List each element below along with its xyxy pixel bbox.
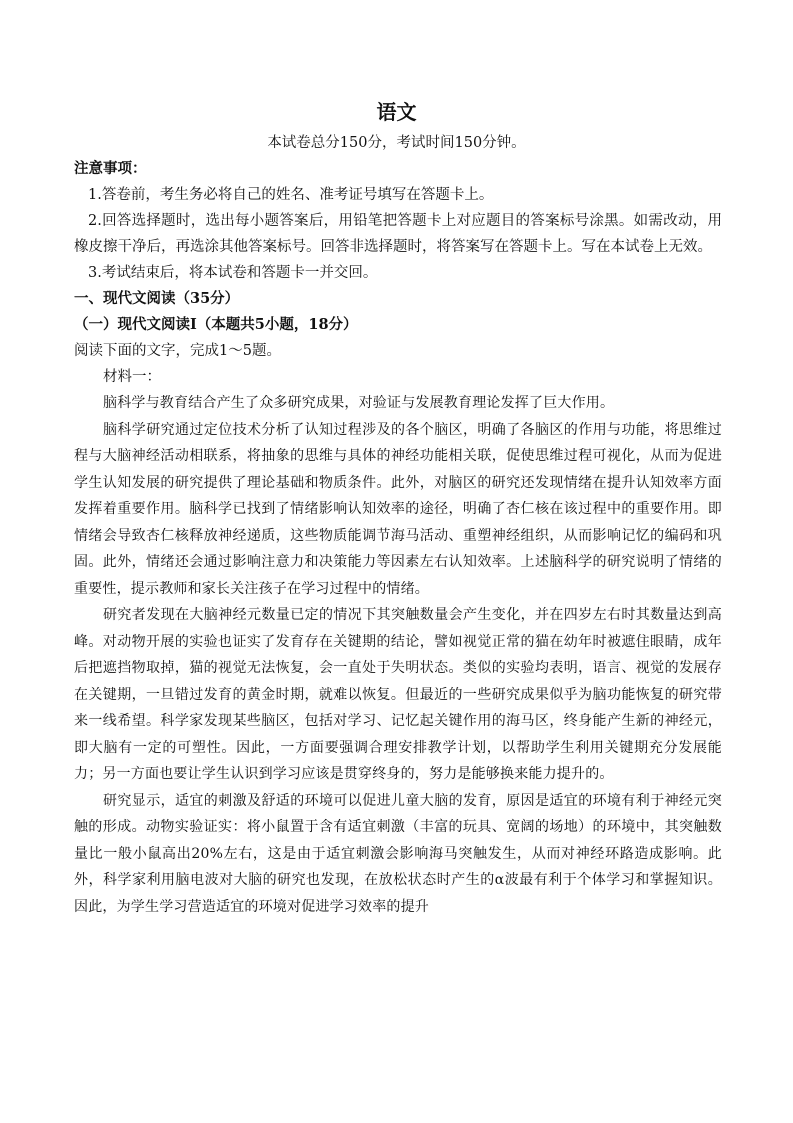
section-heading: 一、现代文阅读（35分） [74, 290, 240, 307]
material-paragraph-3: 研究者发现在大脑神经元数量已定的情况下其突触数量会产生变化，并在四岁左右时其数量达到高峰。对动物开展的实验也证实了发育存在关键期的结论，譬如视觉正常的猫在幼年时被遮住眼睛，成年后把遮挡物取掉，猫的视觉无法恢复，会一直处于失明状态。类似的实验均表明，语言、视觉的发展存在关键期，一旦错过发育的黄金时期，就难以恢复。但最近的一些研究成果似乎为脑功能恢复的研究带来一线希望。科学家发现某些脑区，包括对学习、记忆起关键作用的海马区，终身能产生新的神经元，即大脑有一定的可塑性。因此，一方面要强调合理安排教学计划，以帮助学生利用关键期充分发展能力；另一方面也要让学生认识到学习应该是贯穿终身的，努力是能够换来能力提升的。 [74, 607, 722, 782]
notice-heading: 注意事项： [74, 160, 147, 177]
subsection-heading: （一）现代文阅读Ⅰ（本题共5小题，18分） [74, 316, 358, 333]
notice-item-1: 1.答卷前，考生务必将自己的姓名、准考证号填写在答题卡上。 [88, 187, 494, 203]
material-label: 材料一： [103, 369, 161, 385]
notice-item-2: 2.回答选择题时，选出每小题答案后，用铅笔把答题卡上对应题目的答案标号涂黑。如需改动，用橡皮擦干净后，再选涂其他答案标号。回答非选择题时，将答案写在答题卡上。写在本试卷上无效。 [74, 213, 722, 255]
material-paragraph-4: 研究显示，适宜的刺激及舒适的环境可以促进儿童大脑的发育，原因是适宜的环境有利于神经元突触的形成。动物实验证实：将小鼠置于含有适宜刺激（丰富的玩具、宽阔的场地）的环境中，其突触数量比一般小鼠高出20%左右，这是由于适宜刺激会影响海马突触发生，从而对神经环路造成影响。此外，科学家利用脑电波对大脑的研究也发现，在放松状态时产生的α波最有利于个体学习和掌握知识。因此，为学生学习营造适宜的环境对促进学习效率的提升 [74, 792, 722, 915]
reading-instruction: 阅读下面的文字，完成1～5题。 [74, 343, 281, 359]
material-paragraph-2: 脑科学研究通过定位技术分析了认知过程涉及的各个脑区，明确了各脑区的作用与功能，将思维过程与大脑神经活动相联系，将抽象的思维与具体的神经功能相关联，促使思维过程可视化，从而为促进学生认知发展的研究提供了理论基础和物质条件。此外，对脑区的研究还发现情绪在提升认知效率方面发挥着重要作用。脑科学已找到了情绪影响认知效率的途径，明确了杏仁核在该过程中的重要作用。即情绪会导致杏仁核释放神经递质，这些物质能调节海马活动、重塑神经组织，从而影响记忆的编码和巩固。此外，情绪还会通过影响注意力和决策能力等因素左右认知效率。上述脑科学的研究说明了情绪的重要性，提示教师和家长关注孩子在学习过程中的情绪。 [74, 421, 722, 597]
material-paragraph-1: 脑科学与教育结合产生了众多研究成果，对验证与发展教育理论发挥了巨大作用。 [103, 395, 615, 411]
page-title: 语文 [376, 100, 417, 124]
exam-info: 本试卷总分150分，考试时间150分钟。 [267, 135, 526, 151]
document-body [74, 156, 722, 920]
notice-item-3: 3.考试结束后，将本试卷和答题卡一并交回。 [88, 265, 378, 281]
